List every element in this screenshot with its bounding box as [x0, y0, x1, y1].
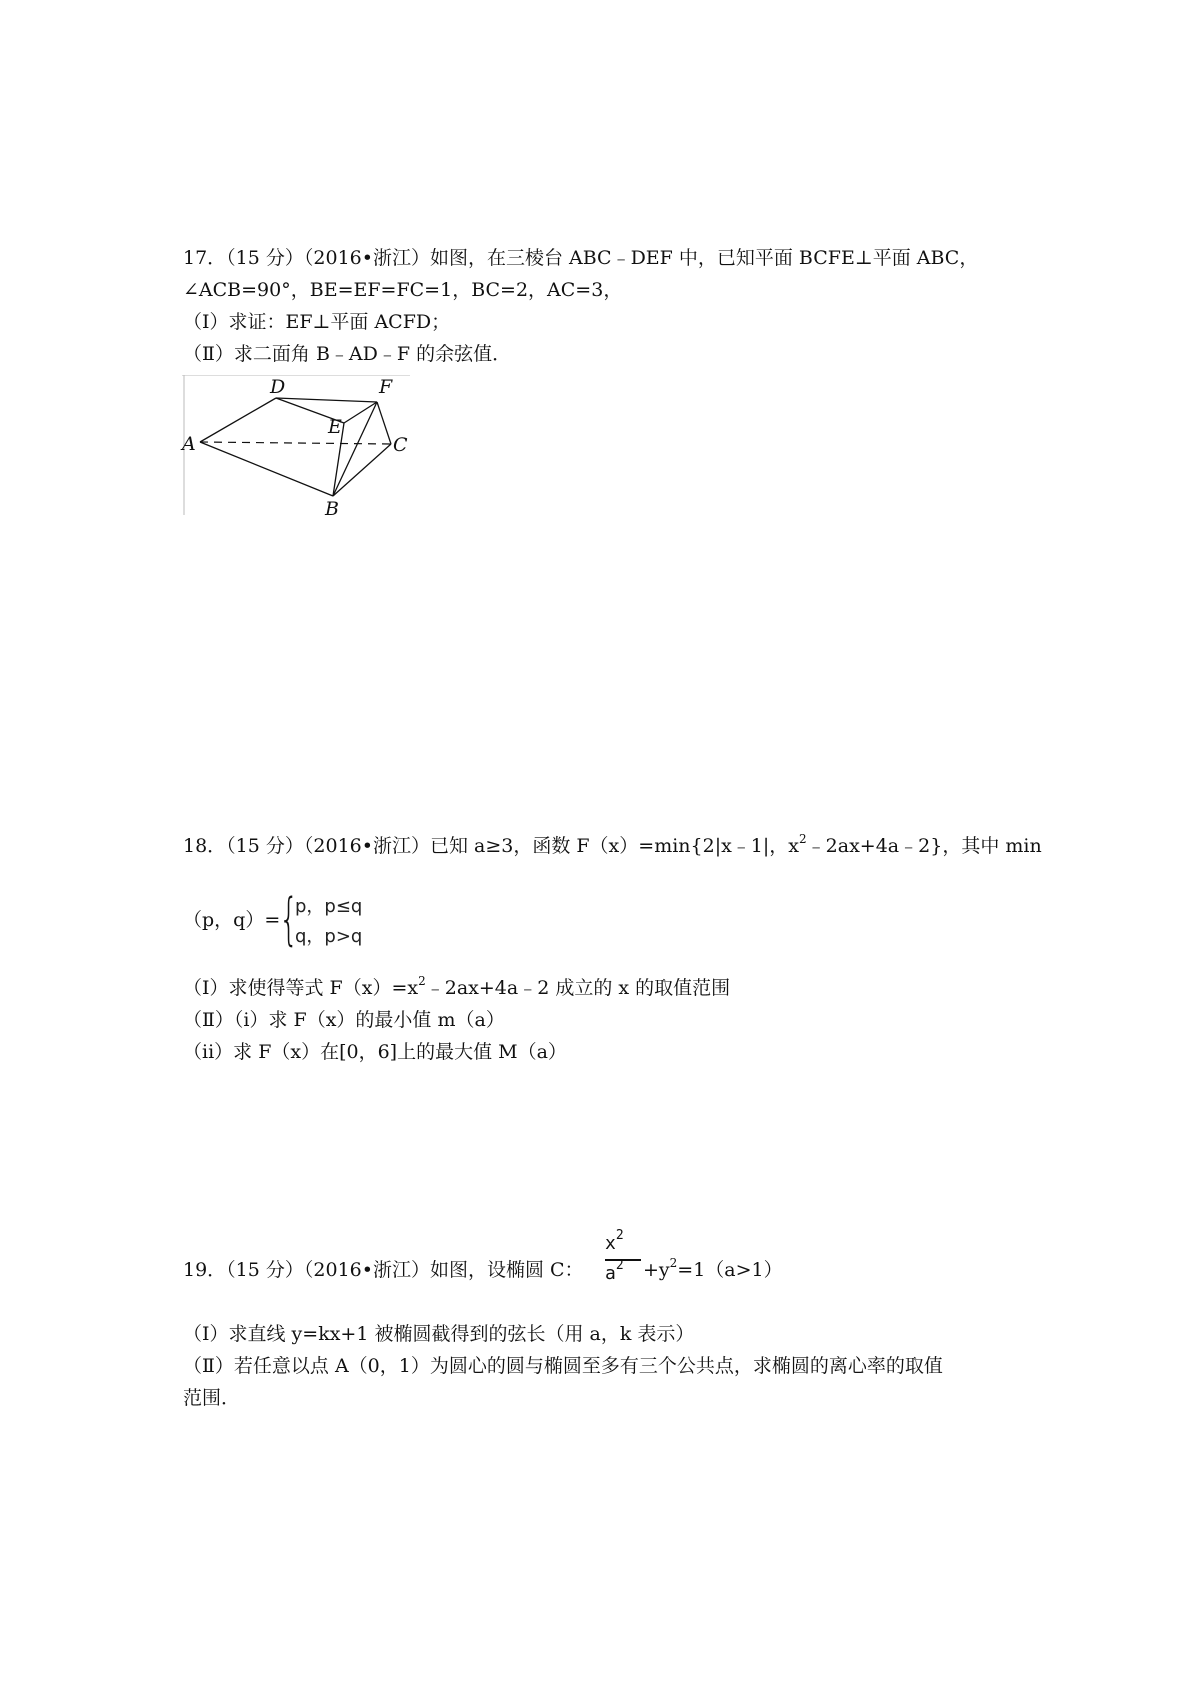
fraction-denominator: $a^2$ [605, 1258, 624, 1284]
q18-part2i: （Ⅱ）（i）求 F（x）的最小值 m（a） [183, 1009, 505, 1031]
label-d: D [270, 376, 286, 398]
piece-case-2: q，p>q [295, 926, 363, 947]
q17-line2: ∠ACB=90°，BE=EF=FC=1，BC=2，AC=3， [183, 279, 623, 301]
q18-line1-exp: 2 [799, 832, 807, 846]
q17-line1: 17．（15 分）（2016•浙江）如图，在三棱台 ABC﹣DEF 中，已知平面 BCFE⊥平面 ABC， [183, 247, 979, 269]
q18-part2ii: （ii）求 F（x）在[0，6]上的最大值 M（a） [183, 1041, 567, 1063]
edge-ac-hidden [200, 442, 391, 444]
q19-line1-post: =1（a>1） [677, 1259, 783, 1281]
q19-line1-rest [643, 1258, 783, 1282]
edge-ad [200, 398, 276, 442]
q19-part2-cont: 范围． [183, 1387, 241, 1409]
q19-line1-mid-exp: 2 [669, 1256, 678, 1270]
piece-lead: （p，q）= [183, 909, 281, 931]
q18-part1 [183, 976, 730, 1000]
q18-part1-pre: （Ⅰ）求使得等式 F（x）=x [183, 977, 419, 999]
label-e: E [328, 416, 342, 438]
q18-part1-exp: 2 [418, 974, 426, 988]
label-f: F [379, 376, 393, 398]
q19-part1: （Ⅰ）求直线 y=kx+1 被椭圆截得到的弦长（用 a，k 表示） [183, 1323, 695, 1345]
q17-part1: （Ⅰ）求证：EF⊥平面 ACFD； [183, 311, 451, 333]
fraction-numerator: $x^2$ [605, 1228, 624, 1254]
label-c: C [393, 434, 408, 456]
q18-line1 [183, 834, 1042, 858]
q19-line1-mid: +y [643, 1259, 670, 1281]
frustum-figure [180, 375, 420, 520]
q19-line1-pre: 19．（15 分）（2016•浙江）如图，设椭圆 C： [183, 1259, 584, 1281]
label-a: A [182, 433, 196, 455]
edge-df [276, 398, 377, 402]
piece-case-1: p，p≤q [295, 896, 363, 917]
q17-part2: （Ⅱ）求二面角 B﹣AD﹣F 的余弦值． [183, 343, 512, 365]
edge-ab [200, 442, 333, 496]
label-b: B [325, 498, 339, 520]
q18-line1-post: ﹣2ax+4a﹣2}，其中 min [806, 835, 1042, 857]
q19-part2: （Ⅱ）若任意以点 A（0，1）为圆心的圆与椭圆至多有三个公共点，求椭圆的离心率的取值 [183, 1355, 943, 1377]
q18-line1-pre: 18．（15 分）（2016•浙江）已知 a≥3，函数 F（x）=min{2|x﹣1|，x [183, 835, 800, 857]
edge-fc [377, 402, 391, 444]
edge-cb [333, 444, 391, 496]
left-brace: { [279, 887, 299, 952]
q18-part1-post: ﹣2ax+4a﹣2 成立的 x 的取值范围 [425, 977, 731, 999]
